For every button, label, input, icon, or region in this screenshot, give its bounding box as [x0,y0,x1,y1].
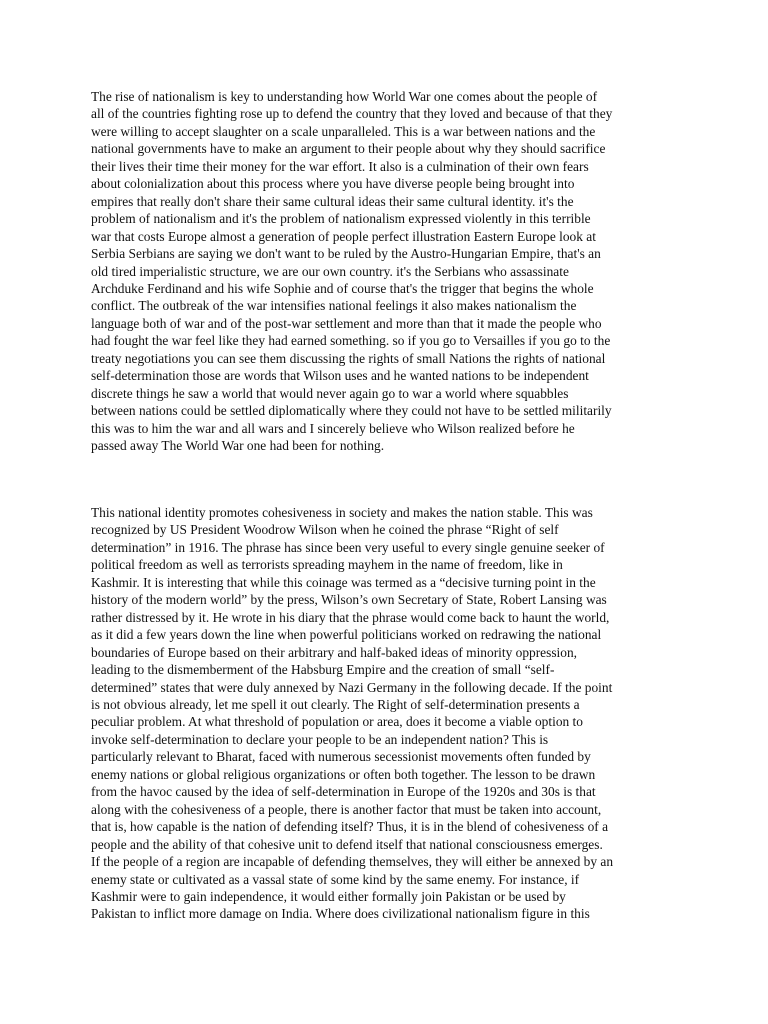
paragraph-self-determination: This national identity promotes cohesiveness in society and makes the nation stable. This was recognized by US President Woodrow Wilson when he coined the phrase “Right of self determination” in 1916. The phrase has since been very useful to every single genuine seeker of political freedom as well as terrorists spreading mayhem in the name of freedom, like in Kashmir. It is interesting that while this coinage was termed as a “decisive turning point in the history of the modern world” by the press, Wilson’s own Secretary of State, Robert Lansing was rather distressed by it. He wrote in his diary that the phrase would come back to haunt the world, as it did a few years down the line when powerful politicians worked on redrawing the national boundaries of Europe based on their arbitrary and half-baked ideas of minority oppression, leading to the dismemberment of the Habsburg Empire and the creation of small “self- determined” states that were duly annexed by Nazi Germany in the following decade. If the point is not obvious already, let me spell it out clearly. The Right of self-determination presents a peculiar problem. At what threshold of population or area, does it become a viable option to invoke self-determination to declare your people to be an independent nation? This is particularly relevant to Bharat, faced with numerous secessionist movements often funded by enemy nations or global religious organizations or often both together. The lesson to be drawn from the havoc caused by the idea of self-determination in Europe of the 1920s and 30s is that along with the cohesiveness of a people, there is another factor that must be taken into account, that is, how capable is the nation of defending itself? Thus, it is in the blend of cohesiveness of a people and the ability of that cohesive unit to defend itself that national consciousness emerges. If the people of a region are incapable of defending themselves, they will either be annexed by an enemy state or cultivated as a vassal state of some kind by the same enemy. For instance, if Kashmir were to gain independence, it would either formally join Pakistan or be used by Pakistan to inflict more damage on India. Where does civilizational nationalism figure in this [91,505,614,922]
paragraph-nationalism-world-war-one: The rise of nationalism is key to understanding how World War one comes about the people of all of the countries fighting rose up to defend the country that they loved and because of that they were willing to accept slaughter on a scale unparalleled. This is a war between nations and the national governments have to make an argument to their people about why they should sacrifice their lives their time their money for the war effort. It also is a culmination of their own fears about colonialization about this process where you have diverse people being brought into empires that really don't share their same cultural ideas their same cultural identity. it's the problem of nationalism and it's the problem of nationalism expressed violently in this terrible war that costs Europe almost a generation of people perfect illustration Eastern Europe look at Serbia Serbians are saying we don't want to be ruled by the Austro-Hungarian Empire, that's an old tired imperialistic structure, we are our own country. it's the Serbians who assassinate Archduke Ferdinand and his wife Sophie and of course that's the trigger that begins the whole conflict. The outbreak of the war intensifies national feelings it also makes nationalism the language both of war and of the post-war settlement and more than that it made the people who had fought the war feel like they had earned something. so if you go to Versailles if you go to the treaty negotiations you can see them discussing the rights of small Nations the rights of national self-determination those are words that Wilson uses and he wanted nations to be independent discrete things he saw a world that would never again go to war a world where squabbles between nations could be settled diplomatically where they could not have to be settled militarily this was to him the war and all wars and I sincerely believe who Wilson realized before he passed away The World War one had been for nothing. [91,89,613,454]
